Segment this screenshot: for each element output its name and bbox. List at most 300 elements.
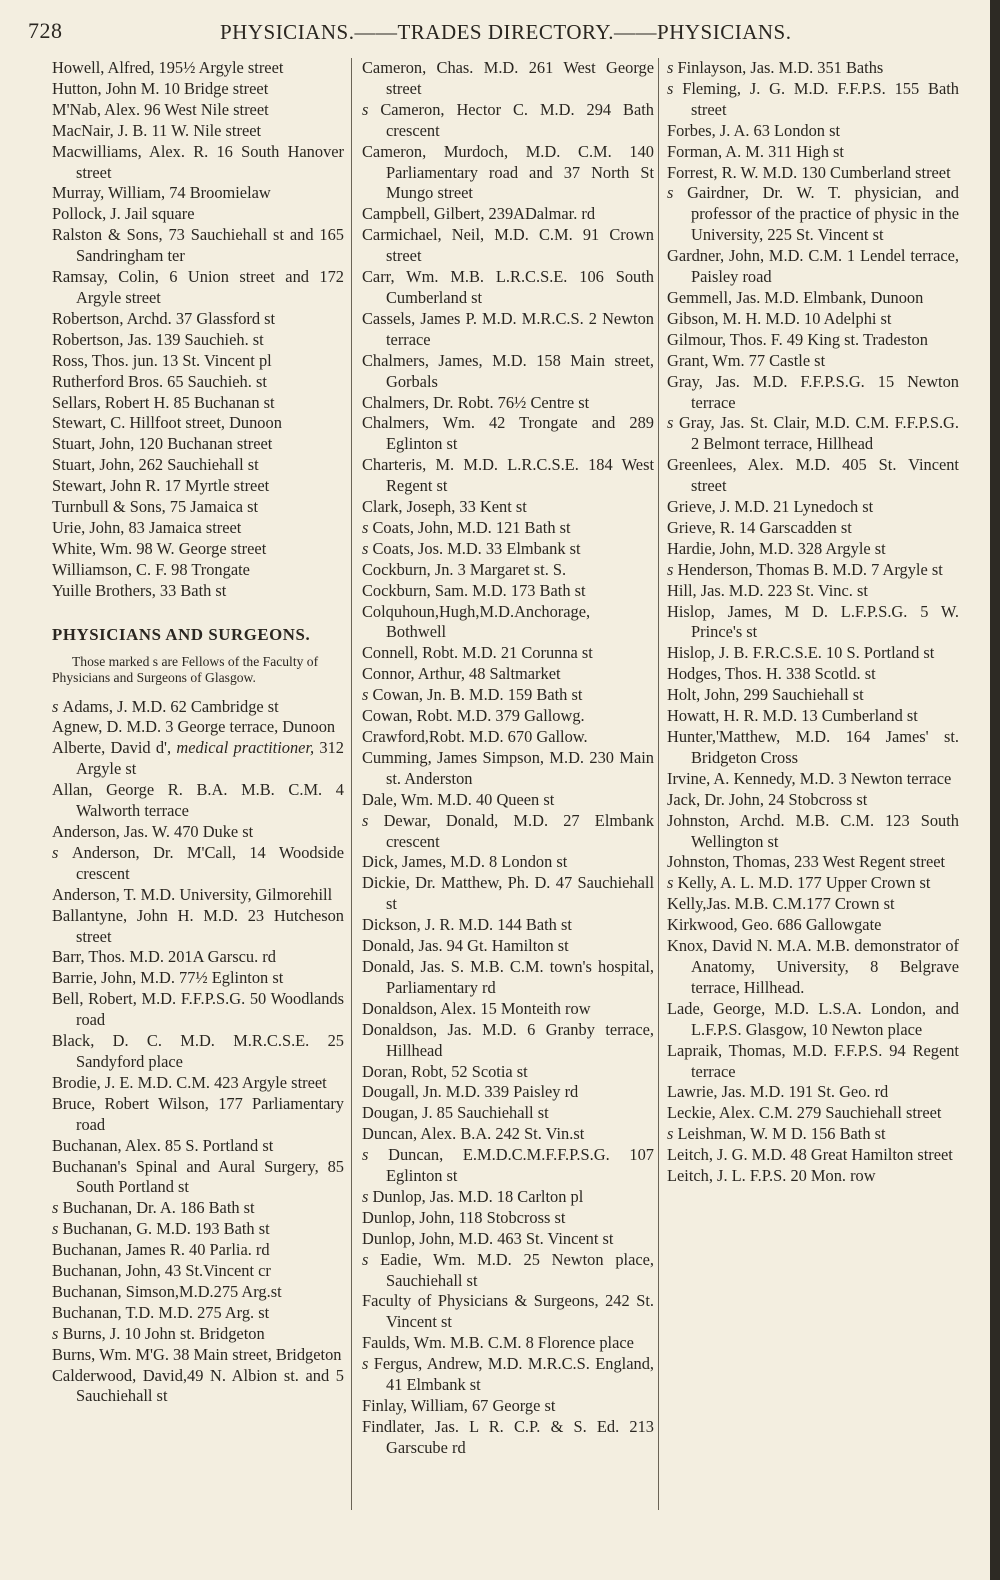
entry-text: Forman, A. M. 311 High st: [667, 141, 844, 161]
entry-text: Yuille Brothers, 33 Bath st: [52, 580, 227, 600]
entry-text: Donaldson, Jas. M.D. 6 Granby terrace, Hillhead: [362, 1019, 654, 1060]
entry-text: Fleming, J. G. M.D. F.F.P.S. 155 Bath street: [682, 78, 959, 119]
directory-entry: [52, 267, 344, 309]
entry-text: Burns, Wm. M'G. 38 Main street, Bridgeton: [52, 1344, 342, 1364]
fellow-mark: s: [667, 78, 683, 98]
entry-text: Findlater, Jas. L R. C.P. & S. Ed. 213 Garscube rd: [362, 1416, 654, 1457]
directory-entry: [362, 602, 654, 644]
directory-entry: [362, 1208, 654, 1229]
directory-entry: [362, 1145, 654, 1187]
entry-text: Ballantyne, John H. M.D. 23 Hutcheson street: [52, 905, 344, 946]
entry-text: Finlay, William, 67 George st: [362, 1396, 556, 1415]
directory-entry: [362, 581, 654, 602]
directory-entry: [52, 968, 344, 989]
directory-entry: [667, 581, 959, 602]
entry-text: Gilmour, Thos. F. 49 King st. Tradeston: [667, 329, 928, 349]
directory-entry: [362, 1291, 654, 1333]
directory-entry: [362, 393, 654, 414]
entry-text: Grieve, J. M.D. 21 Lynedoch st: [667, 497, 874, 517]
entry-text: Agnew, D. M.D. 3 George terrace, Dunoon: [52, 717, 336, 737]
directory-entry: [667, 309, 959, 330]
fellow-mark: s: [667, 873, 678, 893]
directory-entry: [667, 330, 959, 351]
entry-text: Black, D. C. M.D. M.R.C.S.E. 25 Sandyford place: [52, 1031, 344, 1071]
entry-text: Cameron, Chas. M.D. 261 West George street: [362, 58, 654, 98]
entry-text: Adams, J. M.D. 62 Cambridge st: [62, 696, 279, 716]
directory-entry: [667, 455, 959, 497]
directory-entry: [52, 1345, 344, 1366]
directory-entry: [667, 183, 959, 246]
fellow-mark: s: [362, 517, 373, 537]
directory-entry: [52, 1366, 344, 1408]
entry-text: Howatt, H. R. M.D. 13 Cumberland st: [667, 706, 918, 726]
entry-text: Forbes, J. A. 63 London st: [667, 120, 841, 140]
directory-entry: [52, 351, 344, 372]
entry-text: Bruce, Robert Wilson, 177 Parliamentary road: [52, 1093, 344, 1134]
entry-text: Ralston & Sons, 73 Sauchiehall st and 165 Sandringham ter: [52, 225, 344, 266]
fellow-mark: s: [667, 183, 688, 203]
directory-entry: [667, 288, 959, 309]
entry-text: Grieve, R. 14 Garscadden st: [667, 517, 852, 537]
directory-entry: [52, 121, 344, 142]
entry-text: Donald, Jas. S. M.B. C.M. town's hospital, Parliamentary rd: [362, 956, 654, 997]
directory-entry: [52, 204, 344, 225]
directory-entry: [667, 602, 959, 644]
directory-entry: [52, 1157, 344, 1199]
entry-text: Turnbull & Sons, 75 Jamaica st: [52, 497, 259, 517]
directory-entry: [362, 1082, 654, 1103]
entry-text: M'Nab, Alex. 96 West Nile street: [52, 99, 269, 119]
entry-text: Coats, Jos. M.D. 33 Elmbank st: [372, 538, 581, 558]
entry-text: Donald, Jas. 94 Gt. Hamilton st: [362, 936, 569, 956]
directory-entry: [362, 727, 654, 748]
entry-text: Gray, Jas. St. Clair, M.D. C.M. F.F.P.S.G. 2 Belmont terrace, Hillhead: [678, 413, 959, 454]
entry-text: Kirkwood, Geo. 686 Gallowgate: [667, 915, 882, 935]
directory-entry: [362, 413, 654, 455]
directory-entry: [52, 100, 344, 121]
directory-entry: [667, 121, 959, 142]
directory-entry: [52, 455, 344, 476]
directory-entry: [362, 999, 654, 1020]
directory-entry: [362, 204, 654, 225]
entry-text: Grant, Wm. 77 Castle st: [667, 350, 826, 370]
directory-entry: [52, 476, 344, 497]
directory-entry: [52, 1094, 344, 1136]
entry-text: Leckie, Alex. C.M. 279 Sauchiehall street: [667, 1103, 942, 1123]
entry-tail: 312 Argyle st: [76, 738, 344, 779]
directory-entry: [667, 1103, 959, 1124]
entry-text: Robertson, Archd. 37 Glassford st: [52, 308, 276, 328]
fellow-mark: s: [52, 1323, 63, 1343]
entry-text: Dickie, Dr. Matthew, Ph. D. 47 Sauchiehall st: [362, 873, 654, 914]
directory-entry: [52, 518, 344, 539]
entry-text: Duncan, E.M.D.C.M.F.F.P.S.G. 107 Eglinton st: [386, 1145, 654, 1186]
directory-entry: [362, 790, 654, 811]
fellow-mark: s: [362, 1249, 381, 1269]
entry-text: Buchanan, Alex. 85 S. Portland st: [52, 1135, 274, 1155]
fellow-mark: s: [667, 1124, 678, 1144]
entry-text: Dunlop, John, M.D. 463 St. Vincent st: [362, 1228, 614, 1248]
directory-entry: [362, 58, 654, 100]
entry-text: Kelly, A. L. M.D. 177 Upper Crown st: [677, 873, 931, 893]
entry-list: [667, 58, 959, 1187]
directory-entry: [52, 1324, 344, 1345]
entry-text: Bell, Robert, M.D. F.F.P.S.G. 50 Woodlands road: [52, 989, 344, 1030]
directory-entry: [667, 539, 959, 560]
directory-entry: [667, 1145, 959, 1166]
directory-entry: [667, 351, 959, 372]
directory-entry: [362, 455, 654, 497]
entry-text: Johnston, Thomas, 233 West Regent street: [667, 852, 946, 872]
directory-entry: [667, 246, 959, 288]
entry-text: Johnston, Archd. M.B. C.M. 123 South Wellington st: [667, 810, 959, 851]
directory-entry: [52, 885, 344, 906]
fellow-mark: s: [362, 1186, 373, 1206]
fellow-mark: s: [362, 685, 373, 705]
entry-text: Buchanan, Dr. A. 186 Bath st: [62, 1198, 255, 1218]
entry-text: Ramsay, Colin, 6 Union street and 172 Argyle street: [52, 267, 344, 307]
directory-entry: [362, 1229, 654, 1250]
entry-text: Stewart, John R. 17 Myrtle street: [52, 476, 270, 496]
entry-text: Doran, Robt, 52 Scotia st: [362, 1061, 528, 1081]
entry-text: Dougall, Jn. M.D. 339 Paisley rd: [362, 1082, 579, 1102]
directory-entry: [667, 497, 959, 518]
directory-entry: [52, 434, 344, 455]
directory-entry: [667, 915, 959, 936]
column-2: [362, 58, 654, 1459]
entry-list: [362, 58, 654, 1459]
directory-entry: [52, 413, 344, 434]
directory-entry: [362, 915, 654, 936]
entry-text: Pollock, J. Jail square: [52, 204, 195, 224]
directory-entry: [362, 706, 654, 727]
entry-text: Dale, Wm. M.D. 40 Queen st: [362, 789, 555, 809]
directory-entry: [667, 811, 959, 853]
directory-entry: [52, 1031, 344, 1073]
entry-text: Lade, George, M.D. L.S.A. London, and L.F.P.S. Glasgow, 10 Newton place: [667, 998, 959, 1039]
entry-text: Allan, George R. B.A. M.B. C.M. 4 Walworth terrace: [52, 780, 344, 821]
entry-text: Cowan, Robt. M.D. 379 Gallowg.: [362, 706, 585, 726]
directory-entry: [52, 393, 344, 414]
directory-entry: [52, 1073, 344, 1094]
entry-text: Chalmers, James, M.D. 158 Main street, Gorbals: [362, 350, 654, 391]
directory-entry: [667, 706, 959, 727]
entry-text: Kelly,Jas. M.B. C.M.177 Crown st: [667, 894, 895, 914]
entry-text: Finlayson, Jas. M.D. 351 Baths: [677, 58, 884, 77]
directory-entry: [667, 372, 959, 414]
entry-text: Cameron, Hector C. M.D. 294 Bath crescent: [380, 99, 654, 140]
entry-text: Buchanan, John, 43 St.Vincent cr: [52, 1261, 271, 1281]
fellow-mark: s: [362, 1354, 374, 1374]
directory-entry: [362, 748, 654, 790]
directory-entry: [667, 769, 959, 790]
entry-list: [52, 697, 344, 1408]
fellow-mark: s: [362, 99, 381, 119]
entry-text: Cumming, James Simpson, M.D. 230 Main st. Anderston: [362, 747, 654, 788]
directory-entry: [52, 581, 344, 602]
directory-entry: [52, 717, 344, 738]
directory-entry: [362, 351, 654, 393]
directory-entry: [52, 79, 344, 100]
directory-entry: [362, 643, 654, 664]
entry-text: Irvine, A. Kennedy, M.D. 3 Newton terrace: [667, 768, 952, 788]
directory-entry: [52, 183, 344, 204]
directory-entry: [52, 989, 344, 1031]
entry-text: Chalmers, Dr. Robt. 76½ Centre st: [362, 392, 590, 412]
directory-entry: [362, 1333, 654, 1354]
entry-text: Crawford,Robt. M.D. 670 Gallow.: [362, 727, 588, 746]
entry-text: White, Wm. 98 W. George street: [52, 538, 267, 558]
column-1: [52, 58, 344, 1407]
directory-entry: [362, 309, 654, 351]
entry-text: Buchanan's Spinal and Aural Surgery, 85 South Portland st: [52, 1156, 344, 1197]
page-edge-shadow: [990, 0, 1000, 1580]
directory-entry: [362, 560, 654, 581]
directory-entry: [362, 873, 654, 915]
fellow-mark: s: [667, 559, 678, 579]
directory-entry: [362, 1103, 654, 1124]
directory-entry: [362, 664, 654, 685]
directory-entry: [362, 225, 654, 267]
directory-entry: [667, 873, 959, 894]
entry-text: Hodges, Thos. H. 338 Scotld. st: [667, 664, 876, 684]
entry-text: Coats, John, M.D. 121 Bath st: [372, 517, 571, 537]
directory-entry: [52, 1282, 344, 1303]
entry-text: Buchanan, James R. 40 Parlia. rd: [52, 1240, 270, 1260]
directory-entry: [667, 1041, 959, 1083]
entry-text: Buchanan, G. M.D. 193 Bath st: [62, 1219, 270, 1239]
fellow-mark: s: [362, 810, 384, 830]
entry-text: Ross, Thos. jun. 13 St. Vincent pl: [52, 350, 272, 370]
page-header: [28, 14, 968, 48]
directory-entry: [667, 413, 959, 455]
entry-text: Carmichael, Neil, M.D. C.M. 91 Crown street: [362, 225, 654, 266]
directory-entry: [667, 518, 959, 539]
entry-text: Chalmers, Wm. 42 Trongate and 289 Eglinton st: [362, 413, 654, 454]
entry-text: Cameron, Murdoch, M.D. C.M. 140 Parliamentary road and 37 North St Mungo street: [362, 141, 654, 203]
entry-text: Dougan, J. 85 Sauchiehall st: [362, 1103, 549, 1123]
entry-text: Jack, Dr. John, 24 Stobcross st: [667, 789, 868, 809]
entry-text: Anderson, Dr. M'Call, 14 Woodside crescent: [71, 842, 344, 883]
entry-text: Forrest, R. W. M.D. 130 Cumberland street: [667, 162, 951, 182]
directory-entry: [52, 497, 344, 518]
entry-text: Gray, Jas. M.D. F.F.P.S.G. 15 Newton terrace: [667, 371, 959, 412]
directory-entry: [667, 1124, 959, 1145]
directory-entry: [52, 1219, 344, 1240]
entry-text: Henderson, Thomas B. M.D. 7 Argyle st: [677, 559, 943, 579]
entry-text: Barr, Thos. M.D. 201A Garscu. rd: [52, 947, 276, 967]
directory-entry: [667, 560, 959, 581]
entry-text: Cowan, Jn. B. M.D. 159 Bath st: [372, 685, 583, 705]
entry-text: Greenlees, Alex. M.D. 405 St. Vincent street: [667, 455, 959, 496]
fellow-mark: s: [52, 842, 72, 862]
directory-entry: [667, 643, 959, 664]
entry-text: Gemmell, Jas. M.D. Elmbank, Dunoon: [667, 287, 924, 307]
fellow-mark: s: [667, 413, 679, 433]
entry-text: Eadie, Wm. M.D. 25 Newton place, Sauchiehall st: [380, 1249, 654, 1290]
column-divider: [658, 58, 659, 1510]
directory-entry: [362, 1396, 654, 1417]
directory-entry: [52, 58, 344, 79]
entry-text: Cassels, James P. M.D. M.R.C.S. 2 Newton terrace: [362, 308, 654, 349]
fellow-mark: s: [52, 1198, 63, 1218]
directory-entry: [667, 852, 959, 873]
directory-entry: [667, 79, 959, 121]
entry-text: Faulds, Wm. M.B. C.M. 8 Florence place: [362, 1333, 634, 1353]
entry-text: Williamson, C. F. 98 Trongate: [52, 559, 250, 579]
entry-text: Buchanan, Simson,M.D.275 Arg.st: [52, 1281, 282, 1301]
entry-text: Connell, Robt. M.D. 21 Corunna st: [362, 643, 593, 663]
directory-entry: [52, 1303, 344, 1324]
directory-entry: [52, 1198, 344, 1219]
directory-entry: [52, 738, 344, 780]
directory-entry: [52, 1136, 344, 1157]
entry-text: Sellars, Robert H. 85 Buchanan st: [52, 392, 275, 412]
entry-text: Lapraik, Thomas, M.D. F.F.P.S. 94 Regent terrace: [667, 1040, 959, 1081]
directory-entry: [362, 685, 654, 706]
entry-text: Anderson, T. M.D. University, Gilmorehill: [52, 884, 333, 904]
entry-text: Hill, Jas. M.D. 223 St. Vinc. st: [667, 580, 868, 600]
directory-entry: [362, 1187, 654, 1208]
entry-text: Gardner, John, M.D. C.M. 1 Lendel terrace, Paisley road: [667, 246, 959, 287]
entry-text: Stuart, John, 120 Buchanan street: [52, 434, 273, 454]
entry-text: Howell, Alfred, 195½ Argyle street: [52, 58, 284, 77]
entry-text: Dunlop, Jas. M.D. 18 Carlton pl: [372, 1186, 584, 1206]
directory-entry: [52, 1261, 344, 1282]
column-3: [667, 58, 959, 1187]
entry-text: Murray, William, 74 Broomielaw: [52, 183, 271, 203]
directory-entry: [667, 790, 959, 811]
entry-text: Leishman, W. M D. 156 Bath st: [677, 1124, 886, 1144]
entry-text: Hislop, James, M D. L.F.P.S.G. 5 W. Prince's st: [667, 601, 959, 642]
fellow-mark: s: [52, 696, 63, 716]
entry-text: Burns, J. 10 John st. Bridgeton: [62, 1323, 265, 1343]
directory-entry: [667, 664, 959, 685]
entry-text: Robertson, Jas. 139 Sauchieh. st: [52, 329, 264, 349]
entry-text: Brodie, J. E. M.D. C.M. 423 Argyle street: [52, 1072, 327, 1092]
directory-entry: [52, 539, 344, 560]
entry-text: Knox, David N. M.A. M.B. demonstrator of Anatomy, University, 8 Belgrave terrace, Hillhead.: [667, 936, 959, 997]
section-title: PHYSICIANS AND SURGEONS.: [52, 624, 311, 644]
entry-text: Gibson, M. H. M.D. 10 Adelphi st: [667, 308, 892, 328]
directory-entry: [52, 330, 344, 351]
entry-text: Hunter,'Matthew, M.D. 164 James' st. Bridgeton Cross: [667, 727, 959, 767]
entry-text: Dickson, J. R. M.D. 144 Bath st: [362, 915, 572, 935]
entry-text: Dunlop, John, 118 Stobcross st: [362, 1207, 566, 1227]
entry-text: Charteris, M. M.D. L.R.C.S.E. 184 West Regent st: [362, 455, 654, 496]
entry-text: Donaldson, Alex. 15 Monteith row: [362, 998, 591, 1018]
directory-entry: [667, 727, 959, 769]
entry-text: Anderson, Jas. W. 470 Duke st: [52, 822, 254, 841]
fellow-mark: s: [362, 1145, 389, 1165]
directory-entry: [52, 906, 344, 948]
entry-text: Hardie, John, M.D. 328 Argyle st: [667, 538, 886, 558]
directory-entry: [52, 372, 344, 393]
directory-entry: [52, 780, 344, 822]
directory-entry: [362, 852, 654, 873]
directory-entry: [667, 999, 959, 1041]
directory-entry: [362, 1354, 654, 1396]
entry-text: Rutherford Bros. 65 Sauchieh. st: [52, 371, 267, 391]
fellow-mark: s: [52, 1219, 63, 1239]
directory-entry: [667, 1166, 959, 1187]
entry-text: Dick, James, M.D. 8 London st: [362, 852, 568, 872]
entry-text: Gairdner, Dr. W. T. physician, and professor of the practice of physic in the University, 225 St. Vincent st: [687, 183, 960, 245]
directory-entry: [667, 685, 959, 706]
directory-entry: [52, 822, 344, 843]
entry-text: Colquhoun,Hugh,M.D.Anchorage, Bothwell: [362, 601, 591, 642]
entry-text: Carr, Wm. M.B. L.R.C.S.E. 106 South Cumberland st: [362, 267, 654, 307]
directory-entry: [362, 957, 654, 999]
entry-text: Barrie, John, M.D. 77½ Eglinton st: [52, 968, 284, 988]
directory-entry: [52, 697, 344, 718]
directory-entry: [667, 142, 959, 163]
entry-text: Duncan, Alex. B.A. 242 St. Vin.st: [362, 1124, 585, 1144]
directory-entry: [362, 1062, 654, 1083]
entry-text: Buchanan, T.D. M.D. 275 Arg. st: [52, 1302, 270, 1322]
entry-text: Macwilliams, Alex. R. 16 South Hanover street: [52, 141, 344, 182]
entry-text: Hutton, John M. 10 Bridge street: [52, 78, 269, 98]
entry-italic: medical practitioner,: [176, 738, 315, 758]
entry-text: Connor, Arthur, 48 Saltmarket: [362, 664, 561, 684]
fellow-mark: s: [362, 538, 373, 558]
directory-entry: [52, 843, 344, 885]
directory-entry: [362, 1124, 654, 1145]
directory-entry: [52, 225, 344, 267]
entry-text: Dewar, Donald, M.D. 27 Elmbank crescent: [383, 810, 654, 851]
directory-entry: [362, 1020, 654, 1062]
entry-text: Leitch, J. G. M.D. 48 Great Hamilton street: [667, 1145, 953, 1165]
entry-text: Calderwood, David,49 N. Albion st. and 5 Sauchiehall st: [52, 1365, 344, 1406]
directory-entry: [362, 539, 654, 560]
entry-text: Alberte, David d',: [52, 738, 172, 758]
directory-entry: [362, 497, 654, 518]
entry-text: MacNair, J. B. 11 W. Nile street: [52, 120, 262, 140]
directory-entry: [667, 894, 959, 915]
section-note: Those marked s are Fellows of the Faculty of Physicians and Surgeons of Glasgow.: [52, 653, 319, 686]
running-title: PHYSICIANS.——TRADES DIRECTORY.——PHYSICIANS.: [220, 20, 792, 44]
entry-text: Faculty of Physicians & Surgeons, 242 St. Vincent st: [362, 1291, 654, 1332]
entry-text: Holt, John, 299 Sauchiehall st: [667, 685, 864, 705]
entry-text: Cockburn, Sam. M.D. 173 Bath st: [362, 580, 586, 600]
directory-entry: [52, 142, 344, 184]
entry-text: Campbell, Gilbert, 239ADalmar. rd: [362, 204, 596, 224]
directory-entry: [52, 947, 344, 968]
directory-entry: [667, 936, 959, 999]
directory-entry: [362, 1250, 654, 1292]
entry-text: Urie, John, 83 Jamaica street: [52, 517, 242, 537]
column-divider: [351, 58, 352, 1510]
directory-entry: [362, 936, 654, 957]
directory-entry: [362, 811, 654, 853]
directory-entry: [52, 560, 344, 581]
entry-text: Fergus, Andrew, M.D. M.R.C.S. England, 41 Elmbank st: [373, 1354, 654, 1395]
fellow-mark: s: [667, 58, 678, 77]
directory-entry: [362, 267, 654, 309]
entry-list: [52, 58, 344, 602]
directory-entry: [362, 518, 654, 539]
entry-text: Stuart, John, 262 Sauchiehall st: [52, 455, 259, 475]
directory-entry: [362, 1417, 654, 1459]
entry-text: Leitch, J. L. F.P.S. 20 Mon. row: [667, 1166, 876, 1186]
entry-text: Cockburn, Jn. 3 Margaret st. S.: [362, 559, 567, 579]
directory-entry: [52, 309, 344, 330]
directory-entry: [667, 1082, 959, 1103]
directory-entry: [667, 163, 959, 184]
directory-entry: [362, 142, 654, 205]
directory-entry: [667, 58, 959, 79]
page-number: 728: [28, 18, 63, 43]
